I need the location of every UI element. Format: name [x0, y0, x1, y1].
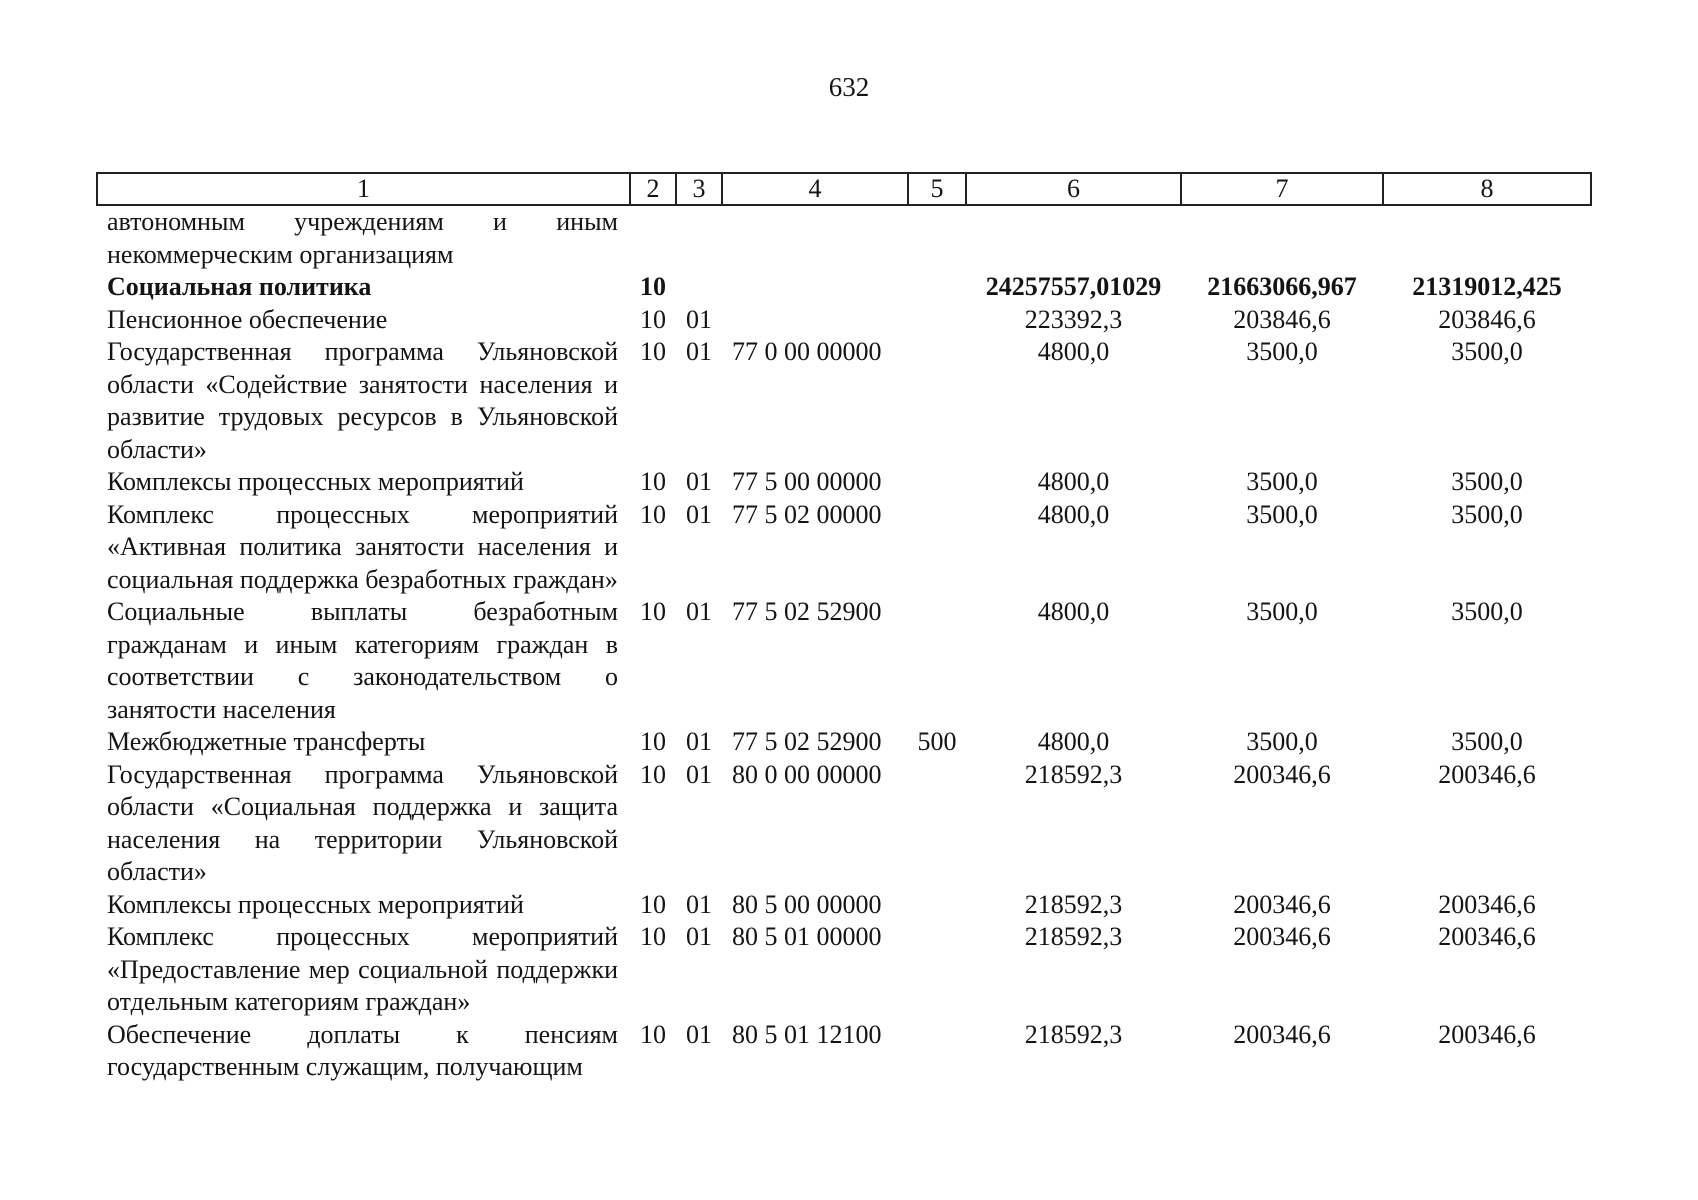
subsection-code-cell: 01 — [686, 499, 712, 529]
subsection-code-cell: 01 — [686, 597, 712, 626]
target-article-cell: 77 5 02 52900 — [732, 727, 882, 756]
expense-type-cell — [908, 889, 966, 922]
item-name-cell: Социальные выплаты безработным гражданам и иным категориям граждан в соответствии с законодательством о занятости населения — [107, 597, 618, 724]
table-row — [97, 336, 1591, 466]
amount-col8-cell: 21319012,425 — [1412, 272, 1562, 301]
amount-col7-cell: 200346,6 — [1233, 759, 1331, 789]
amount-col6-cell: 4800,0 — [1037, 597, 1110, 626]
amount-col6-cell: 24257557,01029 — [985, 272, 1162, 301]
section-code-cell: 10 — [640, 499, 666, 529]
amount-col8-cell: 200346,6 — [1438, 922, 1536, 951]
table-row — [97, 499, 1591, 597]
target-article-cell: 77 5 02 00000 — [732, 499, 882, 529]
item-name-cell: Межбюджетные трансферты — [107, 727, 426, 756]
amount-col8-cell: 200346,6 — [1438, 889, 1536, 919]
budget-table — [96, 172, 1592, 1084]
item-name-cell: Пенсионное обеспечение — [107, 304, 388, 334]
column-header: 8 — [1383, 173, 1591, 205]
target-article-cell: 80 5 01 00000 — [732, 922, 882, 951]
amount-col7-cell — [1181, 205, 1383, 271]
target-article-cell — [722, 205, 908, 271]
amount-col6-cell: 4800,0 — [1037, 499, 1110, 529]
item-name-cell: Комплекс процессных мероприятий «Активная политика занятости населения и социальная поддержка безработных граждан» — [107, 499, 618, 594]
expense-type-cell — [908, 466, 966, 499]
expense-type-cell — [908, 759, 966, 889]
table-row — [97, 596, 1591, 726]
amount-col8-cell — [1383, 205, 1591, 271]
section-code-cell: 10 — [640, 1019, 666, 1049]
table-row — [97, 889, 1591, 922]
subsection-code-cell: 01 — [686, 467, 712, 496]
subsection-code-cell: 01 — [686, 1019, 712, 1049]
item-name-cell: Комплекс процессных мероприятий «Предоставление мер социальной поддержки отдельным категориям граждан» — [107, 922, 618, 1016]
item-name-cell: Комплексы процессных мероприятий — [107, 889, 524, 919]
section-code-cell: 10 — [640, 922, 666, 951]
amount-col6-cell — [966, 205, 1181, 271]
column-number-header-row — [97, 173, 1591, 205]
item-name-cell: автономным учреждениям и иным некоммерческим организациям — [107, 207, 618, 269]
amount-col7-cell: 3500,0 — [1246, 499, 1318, 529]
expense-type-cell — [908, 1019, 966, 1084]
section-code-cell: 10 — [640, 727, 666, 756]
amount-col7-cell: 3500,0 — [1246, 597, 1318, 626]
section-code-cell: 10 — [640, 889, 666, 919]
subsection-code-cell — [676, 205, 722, 271]
column-header: 2 — [630, 173, 676, 205]
section-code-cell — [630, 205, 676, 271]
item-name-cell: Социальная политика — [107, 272, 372, 301]
amount-col8-cell: 200346,6 — [1438, 1019, 1536, 1049]
table-row — [97, 205, 1591, 271]
subsection-code-cell: 01 — [686, 304, 712, 334]
expense-type-cell — [908, 596, 966, 726]
table-row — [97, 726, 1591, 759]
subsection-code-cell: 01 — [686, 337, 712, 366]
amount-col7-cell: 200346,6 — [1233, 889, 1331, 919]
amount-col6-cell: 218592,3 — [1024, 889, 1123, 919]
page-number: 632 — [828, 72, 870, 102]
subsection-code-cell: 01 — [686, 889, 712, 919]
expense-type-cell — [908, 921, 966, 1019]
item-name-cell: Государственная программа Ульяновской области «Содействие занятости населения и развитие трудовых ресурсов в Ульяновской области» — [107, 337, 618, 464]
table-row — [97, 304, 1591, 337]
table-row — [97, 921, 1591, 1019]
subsection-code-cell: 01 — [686, 759, 712, 789]
section-code-cell: 10 — [640, 304, 666, 334]
target-article-cell: 80 5 01 12100 — [732, 1019, 882, 1049]
amount-col6-cell: 218592,3 — [1024, 922, 1123, 951]
expense-type-cell — [908, 205, 966, 271]
amount-col8-cell: 3500,0 — [1451, 467, 1523, 496]
expense-type-cell — [908, 271, 966, 304]
table-row — [97, 271, 1591, 304]
section-code-cell: 10 — [640, 759, 666, 789]
amount-col7-cell: 200346,6 — [1233, 922, 1331, 951]
column-header: 5 — [908, 173, 966, 205]
column-header: 4 — [722, 173, 908, 205]
amount-col8-cell: 3500,0 — [1451, 499, 1523, 529]
amount-col6-cell: 4800,0 — [1037, 727, 1110, 756]
column-header: 1 — [97, 173, 630, 205]
target-article-cell: 80 5 00 00000 — [732, 889, 882, 919]
amount-col8-cell: 3500,0 — [1451, 337, 1523, 366]
amount-col6-cell: 218592,3 — [1024, 759, 1123, 789]
amount-col7-cell: 203846,6 — [1233, 304, 1331, 334]
target-article-cell: 80 0 00 00000 — [732, 759, 882, 789]
section-code-cell: 10 — [640, 337, 666, 366]
table-row — [97, 1019, 1591, 1084]
target-article-cell — [722, 271, 908, 304]
amount-col7-cell: 3500,0 — [1246, 337, 1318, 366]
amount-col6-cell: 218592,3 — [1024, 1019, 1123, 1049]
expense-type-cell — [908, 499, 966, 597]
expense-type-cell — [908, 336, 966, 466]
column-header: 3 — [676, 173, 722, 205]
expense-type-cell — [908, 304, 966, 337]
item-name-cell: Государственная программа Ульяновской области «Социальная поддержка и защита населения на территории Ульяновской области» — [107, 759, 618, 886]
item-name-cell: Обеспечение доплаты к пенсиям государственным служащим, получающим — [107, 1019, 618, 1081]
amount-col7-cell: 21663066,967 — [1207, 272, 1357, 301]
section-code-cell: 10 — [640, 467, 666, 496]
column-header: 7 — [1181, 173, 1383, 205]
amount-col6-cell: 4800,0 — [1037, 337, 1110, 366]
section-code-cell: 10 — [640, 272, 666, 301]
amount-col8-cell: 200346,6 — [1438, 759, 1536, 789]
subsection-code-cell — [676, 271, 722, 304]
amount-col8-cell: 203846,6 — [1438, 304, 1536, 334]
table-row — [97, 466, 1591, 499]
section-code-cell: 10 — [640, 597, 666, 626]
subsection-code-cell: 01 — [686, 922, 712, 951]
amount-col7-cell: 3500,0 — [1246, 467, 1318, 496]
subsection-code-cell: 01 — [686, 727, 712, 756]
amount-col8-cell: 3500,0 — [1451, 597, 1523, 626]
target-article-cell: 77 5 02 52900 — [732, 597, 882, 626]
column-header: 6 — [966, 173, 1181, 205]
amount-col8-cell: 3500,0 — [1451, 727, 1523, 756]
amount-col6-cell: 4800,0 — [1037, 467, 1110, 496]
table-row — [97, 759, 1591, 889]
expense-type-cell: 500 — [917, 727, 957, 756]
amount-col7-cell: 200346,6 — [1233, 1019, 1331, 1049]
item-name-cell: Комплексы процессных мероприятий — [107, 467, 524, 496]
table-body — [97, 205, 1591, 1084]
target-article-cell: 77 0 00 00000 — [732, 337, 882, 366]
target-article-cell: 77 5 00 00000 — [732, 467, 882, 496]
amount-col7-cell: 3500,0 — [1246, 727, 1318, 756]
amount-col6-cell: 223392,3 — [1024, 304, 1123, 334]
target-article-cell — [722, 304, 908, 337]
